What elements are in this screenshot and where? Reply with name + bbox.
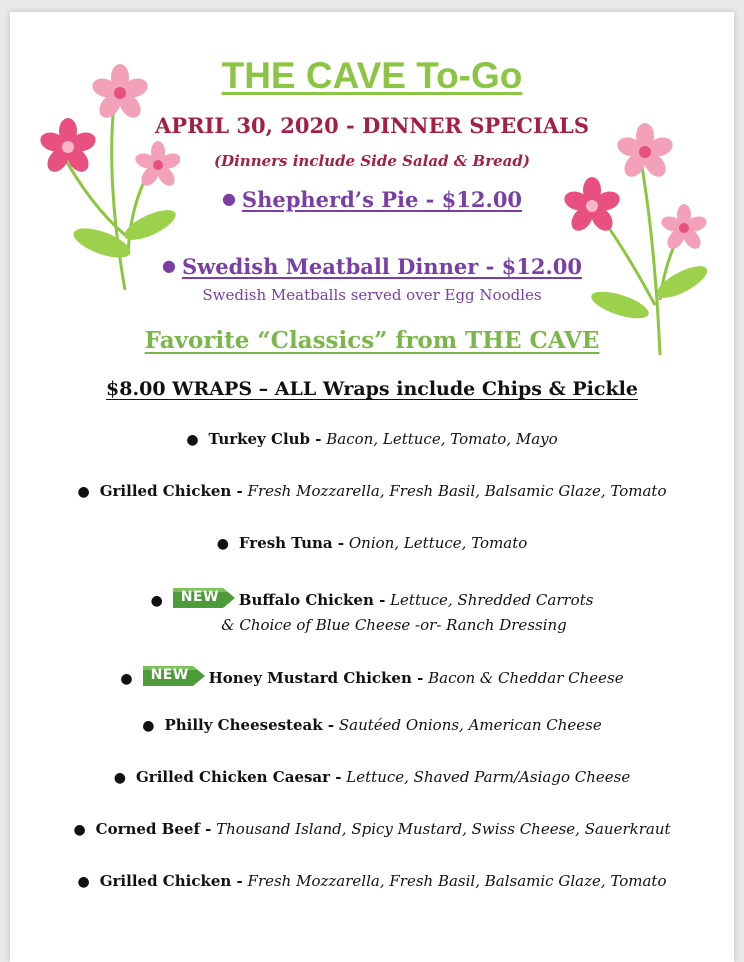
menu-item xyxy=(0,482,744,500)
bullet-icon: ● xyxy=(77,484,90,500)
bullet-icon: ● xyxy=(120,671,133,687)
new-badge xyxy=(173,586,235,610)
menu-item xyxy=(0,872,744,890)
menu-item-name: Grilled Chicken - xyxy=(99,872,243,890)
bullet-icon: ● xyxy=(73,822,86,838)
menu-item-name: Fresh Tuna - xyxy=(238,534,345,552)
menu-item-name: Turkey Club - xyxy=(208,430,322,448)
menu-item-description: Fresh Mozzarella, Fresh Basil, Balsamic Glaze, Tomato xyxy=(247,872,667,890)
bullet-icon: ● xyxy=(221,189,236,208)
menu-item xyxy=(0,664,744,688)
specials-subtitle: (Dinners include Side Salad & Bread) xyxy=(214,152,530,170)
wraps-heading: $8.00 WRAPS – ALL Wraps include Chips & Pickle xyxy=(106,378,638,400)
special-note: Swedish Meatballs served over Egg Noodles xyxy=(202,286,542,304)
menu-item-name: Honey Mustard Chicken - xyxy=(208,669,424,687)
menu-item xyxy=(0,430,744,448)
special-label: Shepherd’s Pie - $12.00 xyxy=(241,187,523,212)
menu-item-name: Corned Beef - xyxy=(95,820,212,838)
menu-item-name: Philly Cheesesteak - xyxy=(164,716,335,734)
menu-item-description: Lettuce, Shredded Carrots xyxy=(390,591,594,609)
special-item xyxy=(0,187,744,212)
menu-item xyxy=(0,768,744,786)
new-badge-label: NEW xyxy=(180,589,220,605)
special-label: Swedish Meatball Dinner - $12.00 xyxy=(181,254,582,279)
menu-item xyxy=(0,820,744,838)
menu-item-description: Bacon, Lettuce, Tomato, Mayo xyxy=(326,430,558,448)
menu-item xyxy=(0,534,744,552)
bullet-icon: ● xyxy=(77,874,90,890)
new-badge xyxy=(143,664,205,688)
bullet-icon: ● xyxy=(162,256,176,275)
menu-item-description: Thousand Island, Spicy Mustard, Swiss Cheese, Sauerkraut xyxy=(216,820,671,838)
menu-item-description: Fresh Mozzarella, Fresh Basil, Balsamic Glaze, Tomato xyxy=(247,482,667,500)
classics-heading: Favorite “Classics” from THE CAVE xyxy=(144,327,600,354)
menu-item-description: Lettuce, Shaved Parm/Asiago Cheese xyxy=(346,768,631,786)
bullet-icon: ● xyxy=(186,432,199,448)
bullet-icon: ● xyxy=(150,593,163,609)
new-badge-label: NEW xyxy=(150,667,189,683)
menu-item xyxy=(0,586,744,634)
bullet-icon: ● xyxy=(216,536,229,552)
bullet-icon: ● xyxy=(142,718,155,734)
special-item xyxy=(0,254,744,279)
specials-date-heading: APRIL 30, 2020 - DINNER SPECIALS xyxy=(155,113,589,138)
menu-title: THE CAVE To-Go xyxy=(221,55,523,96)
menu-item-description: Bacon & Cheddar Cheese xyxy=(428,669,624,687)
menu-item xyxy=(0,716,744,734)
menu-item-description: Sautéed Onions, American Cheese xyxy=(338,716,602,734)
menu-item-name: Grilled Chicken Caesar - xyxy=(135,768,342,786)
menu-item-description-continued: & Choice of Blue Cheese -or- Ranch Dressing xyxy=(221,616,567,634)
bullet-icon: ● xyxy=(113,770,126,786)
menu-item-name: Buffalo Chicken - xyxy=(238,591,386,609)
menu-item-description: Onion, Lettuce, Tomato xyxy=(348,534,528,552)
menu-item-name: Grilled Chicken - xyxy=(99,482,243,500)
